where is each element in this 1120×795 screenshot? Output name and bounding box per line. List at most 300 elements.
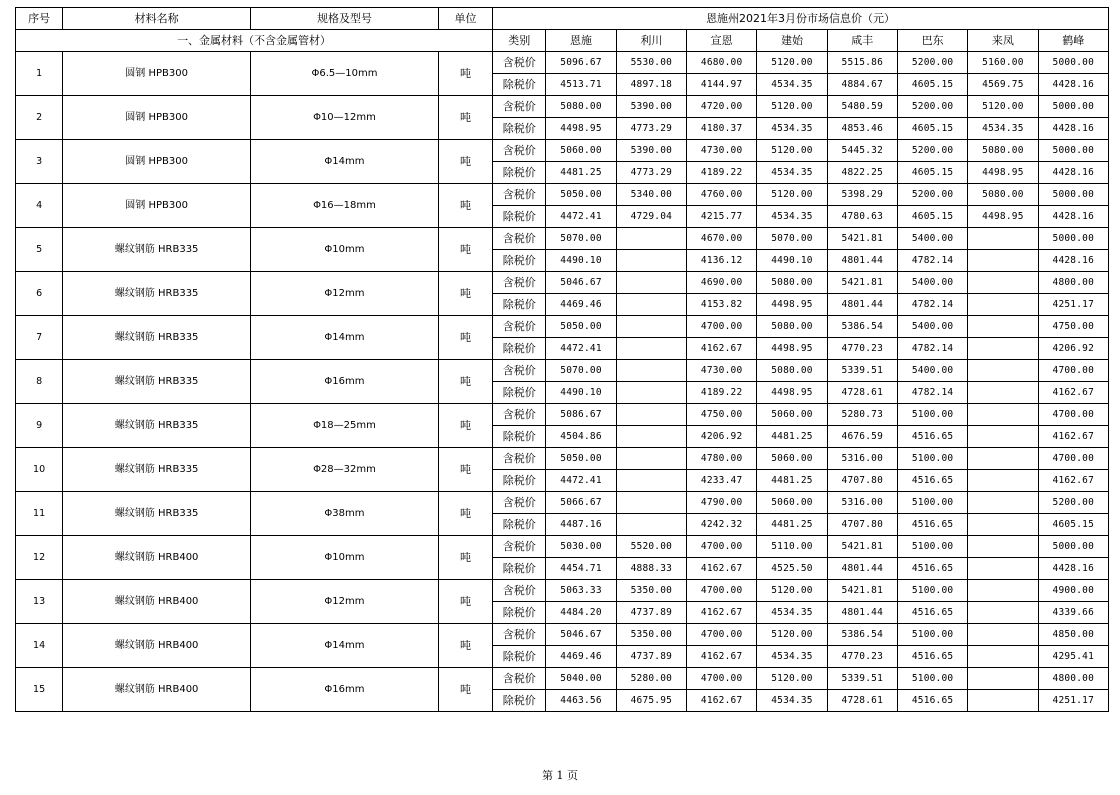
row-price-type: 除税价	[493, 646, 546, 668]
price-cell: 5421.81	[827, 272, 897, 294]
price-cell: 5445.32	[827, 140, 897, 162]
table-row	[16, 624, 1109, 646]
row-spec: Φ14mm	[251, 624, 439, 668]
price-cell: 5000.00	[1038, 228, 1108, 250]
price-cell: 4534.35	[757, 602, 827, 624]
price-cell: 5070.00	[546, 228, 616, 250]
price-cell: 5100.00	[897, 580, 967, 602]
price-cell: 4180.37	[686, 118, 756, 140]
table-row	[16, 668, 1109, 690]
price-cell: 5120.00	[757, 140, 827, 162]
price-cell: 5120.00	[757, 184, 827, 206]
price-cell: 5120.00	[968, 96, 1038, 118]
price-cell: 4481.25	[757, 514, 827, 536]
price-cell: 4463.56	[546, 690, 616, 712]
price-cell: 4569.75	[968, 74, 1038, 96]
price-cell: 4162.67	[1038, 470, 1108, 492]
price-cell: 5421.81	[827, 536, 897, 558]
price-cell: 4605.15	[897, 118, 967, 140]
price-cell: 5400.00	[897, 228, 967, 250]
price-cell: 5390.00	[616, 96, 686, 118]
price-cell: 4790.00	[686, 492, 756, 514]
price-cell: 5100.00	[897, 624, 967, 646]
price-cell: 5120.00	[757, 580, 827, 602]
row-unit: 吨	[438, 272, 492, 316]
price-cell: 5120.00	[757, 52, 827, 74]
row-spec: Φ38mm	[251, 492, 439, 536]
price-cell: 4800.00	[1038, 668, 1108, 690]
price-cell: 5280.73	[827, 404, 897, 426]
header-region: 鹤峰	[1038, 30, 1108, 52]
price-cell: 4516.65	[897, 470, 967, 492]
price-cell: 4469.46	[546, 646, 616, 668]
price-cell: 5530.00	[616, 52, 686, 74]
price-cell: 5515.86	[827, 52, 897, 74]
price-cell: 4750.00	[1038, 316, 1108, 338]
price-cell	[968, 382, 1038, 404]
price-cell: 4728.61	[827, 382, 897, 404]
header-region: 咸丰	[827, 30, 897, 52]
row-seq: 14	[16, 624, 63, 668]
row-seq: 13	[16, 580, 63, 624]
price-cell: 5066.67	[546, 492, 616, 514]
table-row	[16, 492, 1109, 514]
row-seq: 11	[16, 492, 63, 536]
row-material-name: 螺纹钢筋 HRB400	[63, 624, 251, 668]
price-cell: 5096.67	[546, 52, 616, 74]
row-unit: 吨	[438, 140, 492, 184]
price-cell: 4144.97	[686, 74, 756, 96]
price-cell	[616, 404, 686, 426]
row-price-type: 含税价	[493, 492, 546, 514]
price-cell: 4498.95	[546, 118, 616, 140]
price-cell: 4801.44	[827, 294, 897, 316]
price-cell	[616, 514, 686, 536]
price-cell: 5046.67	[546, 272, 616, 294]
price-cell: 4680.00	[686, 52, 756, 74]
price-cell: 4487.16	[546, 514, 616, 536]
price-cell: 4162.67	[1038, 426, 1108, 448]
price-cell: 4428.16	[1038, 162, 1108, 184]
price-cell: 4670.00	[686, 228, 756, 250]
header-spec: 规格及型号	[251, 8, 439, 30]
price-cell	[968, 668, 1038, 690]
price-cell: 5100.00	[897, 404, 967, 426]
row-seq: 8	[16, 360, 63, 404]
row-spec: Φ16—18mm	[251, 184, 439, 228]
price-cell: 5400.00	[897, 316, 967, 338]
price-cell: 5340.00	[616, 184, 686, 206]
price-cell	[968, 602, 1038, 624]
price-cell: 5000.00	[1038, 52, 1108, 74]
header-region: 建始	[757, 30, 827, 52]
price-cell: 5000.00	[1038, 184, 1108, 206]
row-material-name: 螺纹钢筋 HRB335	[63, 492, 251, 536]
price-cell	[968, 536, 1038, 558]
price-cell: 5050.00	[546, 316, 616, 338]
price-cell: 5400.00	[897, 360, 967, 382]
table-row	[16, 448, 1109, 470]
row-price-type: 除税价	[493, 382, 546, 404]
price-cell: 4251.17	[1038, 690, 1108, 712]
price-cell: 5110.00	[757, 536, 827, 558]
header-region: 恩施	[546, 30, 616, 52]
row-price-type: 含税价	[493, 404, 546, 426]
row-material-name: 圆钢 HPB300	[63, 140, 251, 184]
price-cell: 5350.00	[616, 624, 686, 646]
price-cell: 4162.67	[686, 646, 756, 668]
section-title: 一、金属材料（不含金属管材）	[16, 30, 493, 52]
price-cell: 5080.00	[757, 272, 827, 294]
price-cell: 4162.67	[686, 338, 756, 360]
price-cell	[968, 250, 1038, 272]
price-cell: 4720.00	[686, 96, 756, 118]
row-seq: 2	[16, 96, 63, 140]
price-cell: 4498.95	[968, 206, 1038, 228]
price-cell: 4750.00	[686, 404, 756, 426]
row-spec: Φ10mm	[251, 228, 439, 272]
row-price-type: 含税价	[493, 668, 546, 690]
price-cell: 5386.54	[827, 624, 897, 646]
price-cell: 4498.95	[757, 294, 827, 316]
price-cell: 5100.00	[897, 448, 967, 470]
price-cell: 4481.25	[757, 470, 827, 492]
price-cell: 5050.00	[546, 184, 616, 206]
row-seq: 15	[16, 668, 63, 712]
price-cell: 4534.35	[757, 162, 827, 184]
price-cell: 5400.00	[897, 272, 967, 294]
price-cell	[616, 360, 686, 382]
price-cell: 5080.00	[968, 184, 1038, 206]
row-price-type: 除税价	[493, 470, 546, 492]
row-price-type: 除税价	[493, 294, 546, 316]
row-unit: 吨	[438, 228, 492, 272]
price-cell: 4782.14	[897, 294, 967, 316]
row-material-name: 螺纹钢筋 HRB335	[63, 404, 251, 448]
row-seq: 5	[16, 228, 63, 272]
price-cell: 4206.92	[686, 426, 756, 448]
row-unit: 吨	[438, 536, 492, 580]
header-category: 类别	[493, 30, 546, 52]
price-cell: 4700.00	[686, 668, 756, 690]
table-row	[16, 96, 1109, 118]
price-cell: 4730.00	[686, 360, 756, 382]
price-cell	[616, 250, 686, 272]
row-price-type: 含税价	[493, 624, 546, 646]
row-price-type: 除税价	[493, 250, 546, 272]
price-cell: 5070.00	[757, 228, 827, 250]
row-material-name: 圆钢 HPB300	[63, 96, 251, 140]
price-cell: 5390.00	[616, 140, 686, 162]
price-cell: 5060.00	[546, 140, 616, 162]
price-cell: 5046.67	[546, 624, 616, 646]
row-price-type: 含税价	[493, 536, 546, 558]
price-cell: 5086.67	[546, 404, 616, 426]
price-cell: 4605.15	[1038, 514, 1108, 536]
price-cell	[616, 426, 686, 448]
table-row	[16, 272, 1109, 294]
row-material-name: 螺纹钢筋 HRB335	[63, 360, 251, 404]
price-cell: 5120.00	[757, 624, 827, 646]
price-cell: 4707.80	[827, 514, 897, 536]
header-region: 来凤	[968, 30, 1038, 52]
row-seq: 10	[16, 448, 63, 492]
price-cell: 4801.44	[827, 602, 897, 624]
price-cell: 4690.00	[686, 272, 756, 294]
price-cell	[968, 294, 1038, 316]
price-cell: 4737.89	[616, 646, 686, 668]
price-cell: 4481.25	[757, 426, 827, 448]
price-cell: 4454.71	[546, 558, 616, 580]
row-price-type: 含税价	[493, 360, 546, 382]
price-cell: 5200.00	[897, 96, 967, 118]
price-cell	[616, 228, 686, 250]
price-cell: 4782.14	[897, 250, 967, 272]
row-price-type: 含税价	[493, 140, 546, 162]
price-cell: 4251.17	[1038, 294, 1108, 316]
price-cell: 4516.65	[897, 514, 967, 536]
section-row	[16, 30, 1109, 52]
price-cell: 5100.00	[897, 492, 967, 514]
row-price-type: 除税价	[493, 558, 546, 580]
price-cell	[968, 646, 1038, 668]
row-price-type: 含税价	[493, 316, 546, 338]
price-cell: 4534.35	[757, 206, 827, 228]
price-cell	[616, 272, 686, 294]
price-cell: 5000.00	[1038, 140, 1108, 162]
price-cell	[968, 492, 1038, 514]
row-price-type: 除税价	[493, 74, 546, 96]
table-row	[16, 536, 1109, 558]
price-cell: 4516.65	[897, 558, 967, 580]
header-region: 利川	[616, 30, 686, 52]
price-cell: 5080.00	[968, 140, 1038, 162]
price-cell: 5080.00	[757, 360, 827, 382]
price-cell: 4534.35	[757, 646, 827, 668]
page-number: 第 1 页	[542, 769, 578, 782]
price-cell: 5421.81	[827, 580, 897, 602]
price-cell: 5060.00	[757, 448, 827, 470]
row-unit: 吨	[438, 404, 492, 448]
price-cell: 4730.00	[686, 140, 756, 162]
price-cell: 5080.00	[546, 96, 616, 118]
header-region: 巴东	[897, 30, 967, 52]
table-row	[16, 580, 1109, 602]
row-unit: 吨	[438, 448, 492, 492]
header-row	[16, 8, 1109, 30]
price-cell: 4534.35	[968, 118, 1038, 140]
price-cell: 4490.10	[757, 250, 827, 272]
price-cell: 4700.00	[1038, 360, 1108, 382]
price-cell: 5100.00	[897, 536, 967, 558]
row-spec: Φ16mm	[251, 668, 439, 712]
price-cell: 4700.00	[686, 536, 756, 558]
price-cell	[968, 624, 1038, 646]
price-cell	[616, 294, 686, 316]
price-cell: 4516.65	[897, 690, 967, 712]
price-cell: 4773.29	[616, 162, 686, 184]
price-cell: 4534.35	[757, 690, 827, 712]
row-material-name: 螺纹钢筋 HRB400	[63, 536, 251, 580]
price-cell: 5160.00	[968, 52, 1038, 74]
row-price-type: 含税价	[493, 448, 546, 470]
price-cell	[616, 338, 686, 360]
price-cell: 4707.80	[827, 470, 897, 492]
price-cell: 4472.41	[546, 338, 616, 360]
table-row	[16, 404, 1109, 426]
price-cell: 4498.95	[757, 338, 827, 360]
row-material-name: 螺纹钢筋 HRB335	[63, 448, 251, 492]
row-material-name: 圆钢 HPB300	[63, 184, 251, 228]
price-cell: 5120.00	[757, 668, 827, 690]
row-price-type: 含税价	[493, 272, 546, 294]
price-cell: 5280.00	[616, 668, 686, 690]
price-cell: 4605.15	[897, 74, 967, 96]
price-cell: 4428.16	[1038, 250, 1108, 272]
row-seq: 7	[16, 316, 63, 360]
price-cell: 4162.67	[686, 690, 756, 712]
row-material-name: 螺纹钢筋 HRB400	[63, 668, 251, 712]
price-cell: 4729.04	[616, 206, 686, 228]
price-cell	[968, 272, 1038, 294]
row-material-name: 螺纹钢筋 HRB335	[63, 316, 251, 360]
row-unit: 吨	[438, 624, 492, 668]
price-cell: 4728.61	[827, 690, 897, 712]
price-cell: 5100.00	[897, 668, 967, 690]
price-cell: 4153.82	[686, 294, 756, 316]
price-cell: 4780.00	[686, 448, 756, 470]
price-cell: 4428.16	[1038, 118, 1108, 140]
row-unit: 吨	[438, 316, 492, 360]
price-cell	[616, 470, 686, 492]
row-spec: Φ28—32mm	[251, 448, 439, 492]
price-cell: 4676.59	[827, 426, 897, 448]
price-cell	[968, 514, 1038, 536]
price-cell: 4498.95	[757, 382, 827, 404]
table-row	[16, 228, 1109, 250]
price-cell: 5060.00	[757, 404, 827, 426]
price-cell: 4760.00	[686, 184, 756, 206]
price-cell	[968, 470, 1038, 492]
price-cell: 4534.35	[757, 74, 827, 96]
row-spec: Φ12mm	[251, 272, 439, 316]
row-seq: 4	[16, 184, 63, 228]
row-unit: 吨	[438, 492, 492, 536]
row-unit: 吨	[438, 52, 492, 96]
price-cell: 4162.67	[686, 558, 756, 580]
price-cell: 4428.16	[1038, 206, 1108, 228]
header-seq: 序号	[16, 8, 63, 30]
price-cell: 4605.15	[897, 162, 967, 184]
price-cell: 4339.66	[1038, 602, 1108, 624]
price-cell: 5040.00	[546, 668, 616, 690]
row-price-type: 除税价	[493, 690, 546, 712]
row-spec: Φ14mm	[251, 316, 439, 360]
row-unit: 吨	[438, 96, 492, 140]
row-unit: 吨	[438, 184, 492, 228]
price-cell: 5030.00	[546, 536, 616, 558]
price-cell: 4189.22	[686, 162, 756, 184]
row-price-type: 除税价	[493, 118, 546, 140]
price-cell: 4504.86	[546, 426, 616, 448]
header-price-title: 恩施州2021年3月份市场信息价（元）	[493, 8, 1109, 30]
price-cell: 4206.92	[1038, 338, 1108, 360]
price-cell: 4469.46	[546, 294, 616, 316]
price-cell: 4472.41	[546, 206, 616, 228]
row-spec: Φ10mm	[251, 536, 439, 580]
price-cell: 4700.00	[1038, 448, 1108, 470]
price-cell: 4822.25	[827, 162, 897, 184]
row-material-name: 螺纹钢筋 HRB335	[63, 228, 251, 272]
row-price-type: 除税价	[493, 426, 546, 448]
price-cell: 4498.95	[968, 162, 1038, 184]
price-cell: 4737.89	[616, 602, 686, 624]
row-spec: Φ12mm	[251, 580, 439, 624]
price-cell: 4215.77	[686, 206, 756, 228]
price-cell: 5520.00	[616, 536, 686, 558]
row-seq: 3	[16, 140, 63, 184]
row-unit: 吨	[438, 668, 492, 712]
price-cell: 4780.63	[827, 206, 897, 228]
price-cell: 4850.00	[1038, 624, 1108, 646]
row-spec: Φ10—12mm	[251, 96, 439, 140]
price-cell: 5339.51	[827, 668, 897, 690]
price-cell: 5350.00	[616, 580, 686, 602]
row-seq: 1	[16, 52, 63, 96]
price-cell: 5200.00	[897, 184, 967, 206]
price-cell	[968, 360, 1038, 382]
table-row	[16, 360, 1109, 382]
price-cell: 5200.00	[1038, 492, 1108, 514]
row-price-type: 含税价	[493, 52, 546, 74]
price-cell: 5339.51	[827, 360, 897, 382]
price-cell: 4605.15	[897, 206, 967, 228]
row-price-type: 除税价	[493, 338, 546, 360]
price-cell: 5386.54	[827, 316, 897, 338]
price-cell	[616, 382, 686, 404]
price-cell: 5000.00	[1038, 536, 1108, 558]
price-cell: 4516.65	[897, 646, 967, 668]
price-cell: 4900.00	[1038, 580, 1108, 602]
row-price-type: 除税价	[493, 162, 546, 184]
price-cell: 4770.23	[827, 338, 897, 360]
price-cell: 4897.18	[616, 74, 686, 96]
row-spec: Φ18—25mm	[251, 404, 439, 448]
row-price-type: 除税价	[493, 206, 546, 228]
price-cell: 4233.47	[686, 470, 756, 492]
price-cell: 5000.00	[1038, 96, 1108, 118]
price-cell: 4136.12	[686, 250, 756, 272]
price-cell	[968, 316, 1038, 338]
price-cell: 4782.14	[897, 382, 967, 404]
table-row	[16, 140, 1109, 162]
price-cell: 4516.65	[897, 426, 967, 448]
row-seq: 12	[16, 536, 63, 580]
price-cell: 5421.81	[827, 228, 897, 250]
row-price-type: 除税价	[493, 602, 546, 624]
row-spec: Φ14mm	[251, 140, 439, 184]
price-cell: 4525.50	[757, 558, 827, 580]
price-cell: 4700.00	[686, 580, 756, 602]
price-cell: 4675.95	[616, 690, 686, 712]
price-cell: 5480.59	[827, 96, 897, 118]
price-cell	[968, 338, 1038, 360]
price-cell: 5060.00	[757, 492, 827, 514]
price-cell: 5050.00	[546, 448, 616, 470]
price-cell	[968, 426, 1038, 448]
price-cell: 5080.00	[757, 316, 827, 338]
row-unit: 吨	[438, 360, 492, 404]
